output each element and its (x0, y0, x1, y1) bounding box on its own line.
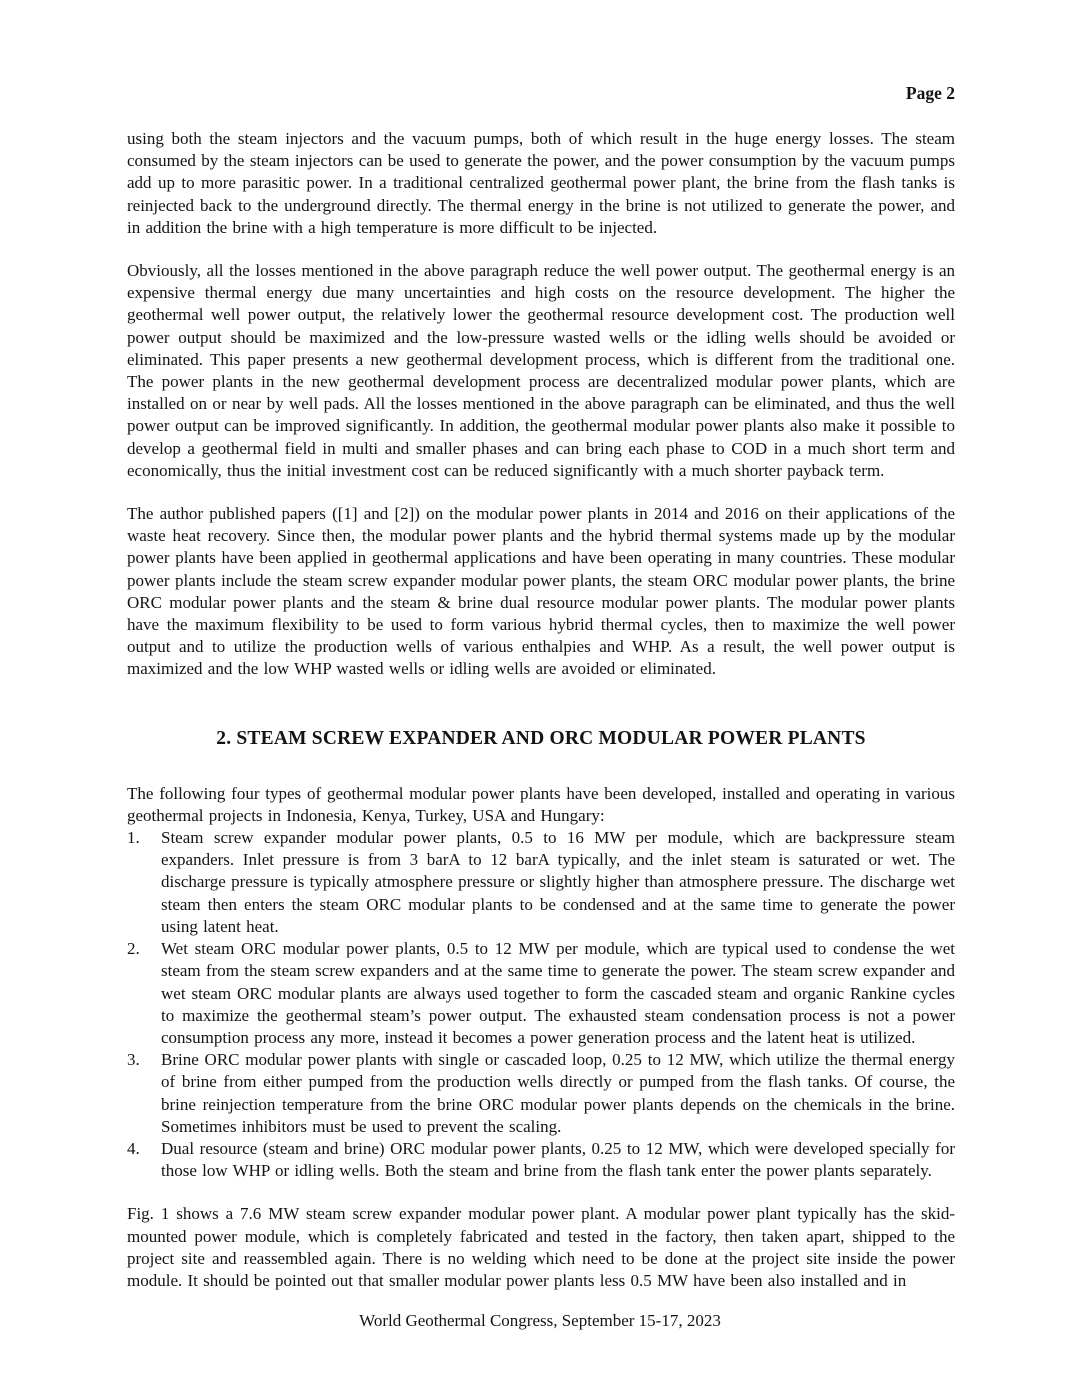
list-item-text: Steam screw expander modular power plants, 0.5 to 16 MW per module, which are backpressure steam expanders. Inlet pressure is from 3 barA to 12 barA typically, and the inlet steam is saturated or wet. The discharge pressure is typically atmosphere pressure or slightly higher than atmosphere pressure. The discharge wet steam then enters the steam ORC modular plants to be condensed and at the same time to generate the power using latent heat. (161, 828, 955, 936)
list-item-number: 1. (127, 828, 140, 848)
page-number-label: Page 2 (905, 83, 955, 103)
list-item (127, 1138, 955, 1182)
section-intro-paragraph: The following four types of geothermal modular power plants have been developed, installed and operating in various geothermal projects in Indonesia, Kenya, Turkey, USA and Hungary: (127, 783, 955, 825)
list-item-text: Wet steam ORC modular power plants, 0.5 to 12 MW per module, which are typical used to condense the wet steam from the steam screw expanders and at the same time to generate the power. The steam screw expander and wet steam ORC modular plants are always used together to form the cascaded steam and organic Rankine cycles to maximize the geothermal steam’s power output. The exhausted steam condensation process is not a power consumption process any more, instead it becomes a power generation process and the latent heat is utilized. (161, 939, 955, 1047)
list-item-number: 3. (127, 1050, 140, 1070)
list-item (127, 827, 955, 938)
body-paragraph-2: Obviously, all the losses mentioned in the above paragraph reduce the well power output. The geothermal energy is an expensive thermal energy due many uncertainties and high costs on the resource development. The higher the geothermal well power output, the relatively lower the geothermal resource development cost. The production well power output should be maximized and the low-pressure wasted wells or the idling wells should be avoided or eliminated. This paper presents a new geothermal development process, which is different from the traditional one. The power plants in the new geothermal development process are decentralized modular power plants, which are installed on or near by well pads. All the losses mentioned in the above paragraph can be eliminated, and thus the well power output can be improved significantly. In addition, the geothermal modular power plants also make it possible to develop a geothermal field in multi and smaller phases and can bring each phase to COD in a much short term and economically, thus the initial investment cost can be reduced significantly with a much shorter payback term. (127, 261, 955, 480)
closing-paragraph: Fig. 1 shows a 7.6 MW steam screw expander modular power plant. A modular power plant typically has the skid-mounted power module, which is completely fabricated and tested in the factory, then taken apart, shipped to the project site and reassembled again. There is no welding which need to be done at the project site inside the power module. It should be pointed out that smaller modular power plants less 0.5 MW have been also installed and in (127, 1204, 955, 1290)
section-heading: 2. STEAM SCREW EXPANDER AND ORC MODULAR POWER PLANTS (216, 727, 866, 749)
list-item-text: Dual resource (steam and brine) ORC modular power plants, 0.25 to 12 MW, which were developed specially for those low WHP or idling wells. Both the steam and brine from the flash tank enter the power plants separately. (161, 1138, 955, 1181)
body-paragraph-1: using both the steam injectors and the vacuum pumps, both of which result in the huge energy losses. The steam consumed by the steam injectors can be used to generate the power, and the power consumption by the vacuum pumps add up to more parasitic power. In a traditional centralized geothermal power plant, the brine from the flash tanks is reinjected back to the underground directly. The thermal energy in the brine is not utilized to generate the power, and in addition the brine with a high temperature is more difficult to be injected. (127, 129, 955, 237)
list-item-number: 4. (127, 1138, 140, 1158)
list-item-text: Brine ORC modular power plants with single or cascaded loop, 0.25 to 12 MW, which utilize the thermal energy of brine from either pumped from the production wells directly or pumped from the flash tanks. Of course, the brine reinjection temperature from the brine ORC modular power plants depends on the chemicals in the brine. Sometimes inhibitors must be used to prevent the scaling. (161, 1050, 955, 1136)
body-paragraph-3: The author published papers ([1] and [2]) on the modular power plants in 2014 and 2016 on their applications of the waste heat recovery. Since then, the modular power plants and the hybrid thermal systems made up by the modular power plants have been applied in geothermal applications and have been operating in many countries. These modular power plants include the steam screw expander modular power plants, the steam ORC modular power plants, the brine ORC modular power plants and the steam & brine dual resource modular power plants. The modular power plants have the maximum flexibility to be used to form various hybrid thermal cycles, then to maximize the well power output and to utilize the production wells of various enthalpies and WHP. As a result, the well power output is maximized and the low WHP wasted wells or idling wells are avoided or eliminated. (127, 504, 955, 679)
list-item-number: 2. (127, 939, 140, 959)
list-item (127, 1049, 955, 1138)
numbered-list (127, 827, 955, 1182)
list-item (127, 938, 955, 1049)
footer-text: World Geothermal Congress, September 15-17, 2023 (359, 1311, 721, 1330)
